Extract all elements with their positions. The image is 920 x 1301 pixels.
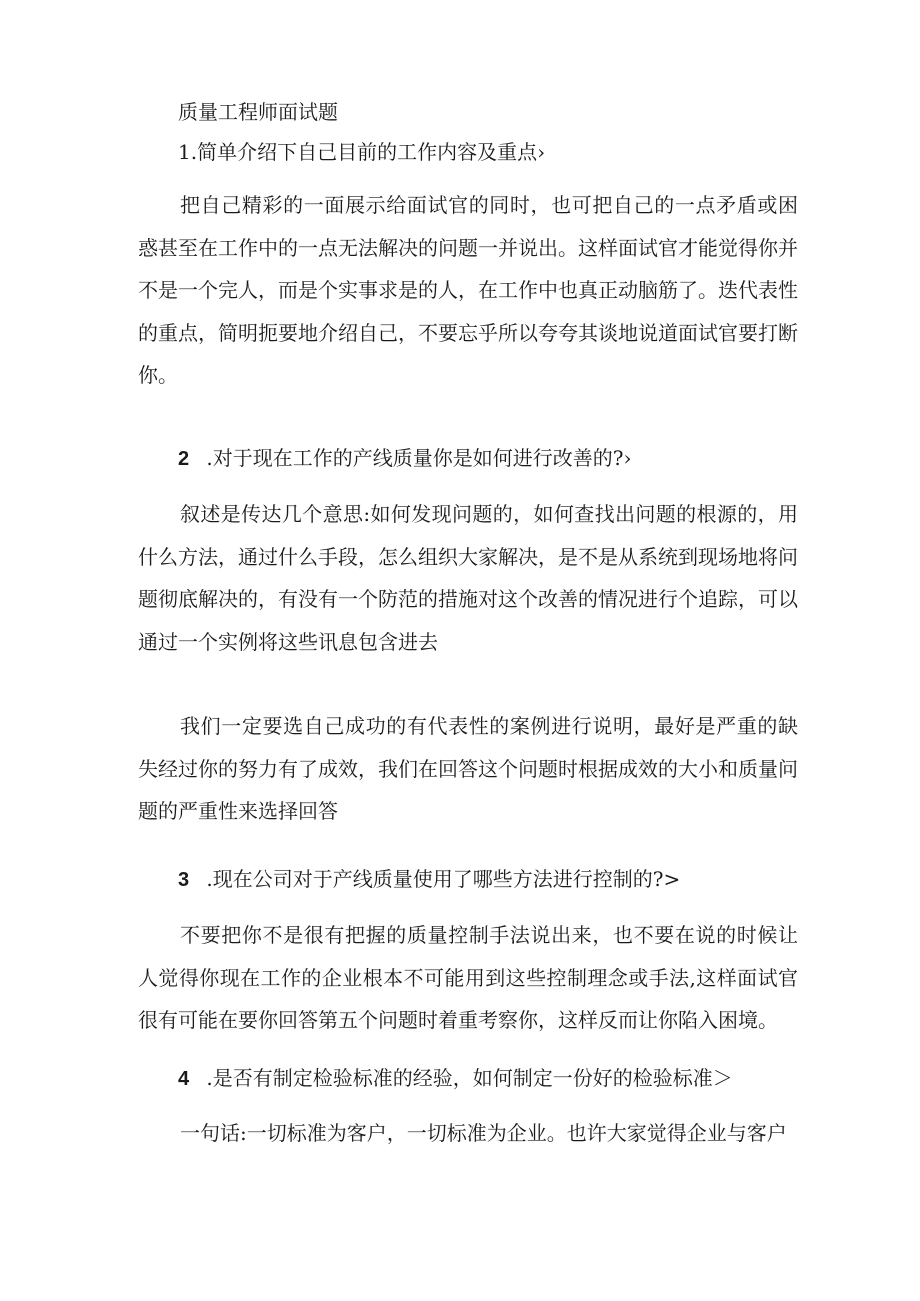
question-number: 2 xyxy=(178,448,190,470)
question-text: .是否有制定检验标准的经验，如何制定一份好的检验标准＞ xyxy=(206,1066,733,1090)
answer-paragraph: 叙述是传达几个意思:如何发现问题的，如何查找出问题的根源的，用什么方法，通过什么手段，怎么组织大家解决，是不是从系统到现场地将问题彻底解决的，有没有一个防范的措施对这个改善的情况进行个追踪，可以通过一个实例将这些讯息包含进去 xyxy=(138,502,798,654)
answer-paragraph: 把自己精彩的一面展示给面试官的同时，也可把自己的一点矛盾或困惑甚至在工作中的一点无法解决的问题一并说出。这样面试官才能觉得你并不是一个完人，而是个实事求是的人，在工作中也真正动脑筋了。迭代表性的重点，简明扼要地介绍自己，不要忘乎所以夸夸其谈地说道面试官要打断你。 xyxy=(138,193,798,387)
question-4 xyxy=(178,1064,733,1093)
answer-paragraph: 不要把你不是很有把握的质量控制手法说出来，也不要在说的时候让人觉得你现在工作的企业根本不可能用到这些控制理念或手法,这样面试官很有可能在要你回答第五个问题时着重考察你，这样反而让你陷入困境。 xyxy=(138,923,798,1032)
question-text: .对于现在工作的产线质量你是如何进行改善的?› xyxy=(206,446,632,470)
question-number: 3 xyxy=(178,869,190,891)
question-text: 简单介绍下自己目前的工作内容及重点› xyxy=(197,140,546,164)
question-1 xyxy=(178,138,545,166)
question-3 xyxy=(178,865,680,894)
page-title: 质量工程师面试题 xyxy=(178,100,338,124)
question-2 xyxy=(178,444,631,473)
answer-paragraph: 一句话:一切标准为客户，一切标准为企业。也许大家觉得企业与客户 xyxy=(180,1121,787,1145)
question-text: .现在公司对于产线质量使用了哪些方法进行控制的?> xyxy=(206,867,681,891)
question-number: 1. xyxy=(178,140,198,164)
question-number: 4 xyxy=(178,1068,190,1090)
answer-paragraph: 我们一定要选自己成功的有代表性的案例进行说明，最好是严重的缺失经过你的努力有了成效，我们在回答这个问题时根据成效的大小和质量问题的严重性来选择回答 xyxy=(138,714,798,823)
